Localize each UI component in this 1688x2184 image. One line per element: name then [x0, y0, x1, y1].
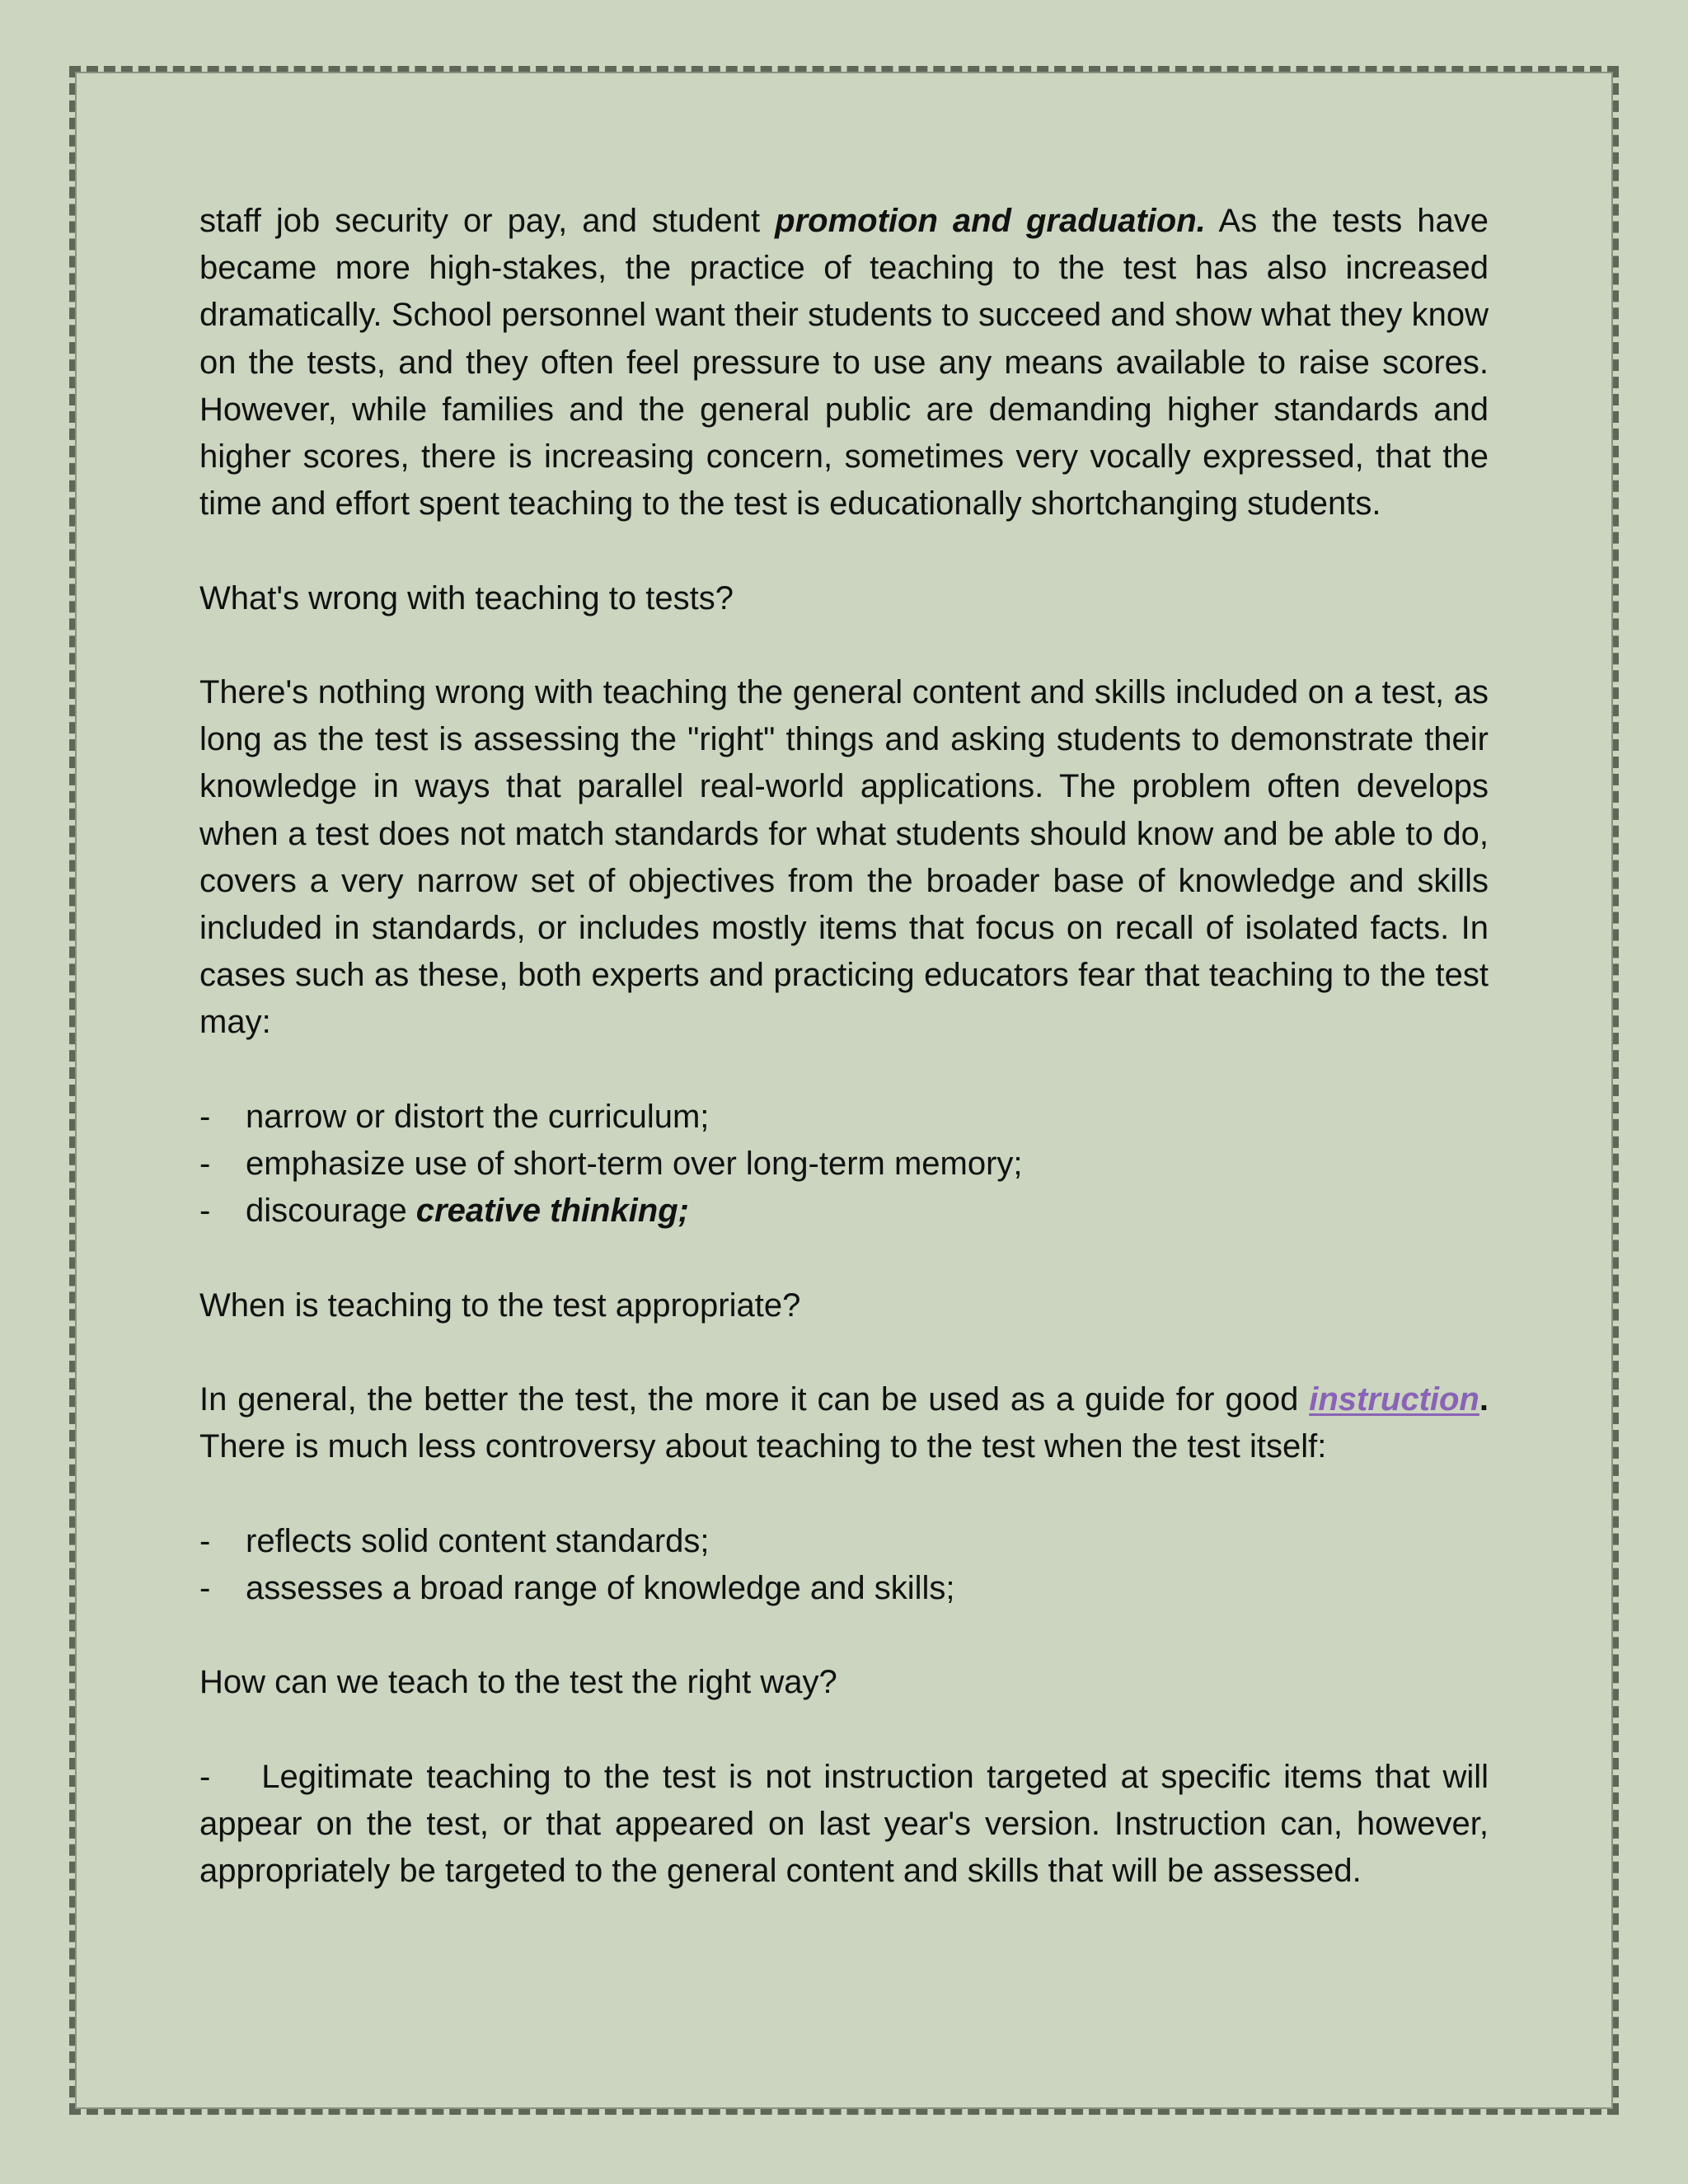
- better-test-text-end: There is much less controversy about teaching to the test when the test itself:: [199, 1428, 1327, 1465]
- fear-list-text-start: discourage: [246, 1193, 416, 1230]
- list-dash-marker: -: [199, 1098, 211, 1135]
- paragraph-gap: [199, 1706, 1489, 1753]
- instruction-link[interactable]: instruction: [1309, 1381, 1479, 1418]
- paragraph-gap: [199, 622, 1489, 669]
- fear-list-text: emphasize use of short-term over long-term memory;: [246, 1146, 1023, 1183]
- fear-list-item-memory: [199, 1141, 1489, 1188]
- intro-paragraph: [199, 198, 1489, 527]
- instruction-period: .: [1479, 1381, 1489, 1418]
- paragraph-gap: [199, 1047, 1489, 1094]
- appropriate-list-text: assesses a broad range of knowledge and skills;: [246, 1569, 955, 1606]
- fear-list-text: [246, 1188, 689, 1235]
- fear-list: [199, 1094, 1489, 1235]
- fear-list-text: narrow or distort the curriculum;: [246, 1098, 710, 1135]
- intro-text-end: As the tests have became more high-stakes, the practice of teaching to the test has also increased dramatically. School personnel want their students to succeed and show what they know on the tests, and they often feel pressure to use any means available to raise scores. However, while families and the general public are demanding higher standards and higher scores, there is increasing concern, sometimes very vocally expressed, that the time and effort spent teaching to the test is educationally shortchanging students.: [199, 203, 1489, 523]
- intro-emphasis: promotion and graduation.: [775, 203, 1206, 239]
- legitimate-text: Legitimate teaching to the test is not instruction targeted at specific items that will appear on the test, or that appeared on last year's version. Instruction can, however, appropriately be targeted to the general content and skills that will be assessed.: [199, 1758, 1489, 1889]
- section-question-appropriate: When is teaching to the test appropriate?: [199, 1286, 801, 1324]
- paragraph-gap: [199, 1235, 1489, 1282]
- fear-list-item-creative: [199, 1188, 1489, 1235]
- appropriate-list-text: reflects solid content standards;: [246, 1522, 710, 1559]
- intro-text-start: staff job security or pay, and student: [199, 203, 776, 239]
- paragraph-gap: [199, 1470, 1489, 1517]
- teaching-to-tests-paragraph: There's nothing wrong with teaching the general content and skills included on a test, as long as the test is assessing the "right" things and asking students to demonstrate their knowledge in ways that parallel real-world applications. The problem often develops when a test does not match standards for what students should know and be able to do, covers a very narrow set of objectives from the broader base of knowledge and skills included in standards, or includes mostly items that focus on recall of isolated facts. In cases such as these, both experts and practicing educators fear that teaching to the test may:: [199, 674, 1489, 1041]
- appropriate-test-list: [199, 1518, 1489, 1612]
- paragraph-gap: [199, 1612, 1489, 1659]
- section-question-right-way: How can we teach to the test the right way?: [199, 1664, 837, 1701]
- legitimate-teaching-paragraph: [199, 1754, 1489, 1896]
- better-test-paragraph: [199, 1376, 1489, 1470]
- paragraph-gap: [199, 527, 1489, 574]
- list-dash-marker: -: [199, 1522, 211, 1559]
- document-body: [199, 198, 1489, 1895]
- appropriate-list-item-standards: [199, 1518, 1489, 1565]
- better-test-text-start: In general, the better the test, the more it can be used as a guide for good: [199, 1381, 1310, 1418]
- list-dash-marker: -: [199, 1569, 211, 1606]
- list-dash-marker: -: [199, 1193, 211, 1230]
- legitimate-dash-marker: -: [199, 1758, 211, 1795]
- fear-list-emphasis: creative thinking;: [415, 1193, 689, 1230]
- list-dash-marker: -: [199, 1146, 211, 1183]
- section-question-what-wrong: What's wrong with teaching to tests?: [199, 579, 734, 616]
- fear-list-item-curriculum: [199, 1094, 1489, 1141]
- appropriate-list-item-range: [199, 1565, 1489, 1612]
- paragraph-gap: [199, 1329, 1489, 1376]
